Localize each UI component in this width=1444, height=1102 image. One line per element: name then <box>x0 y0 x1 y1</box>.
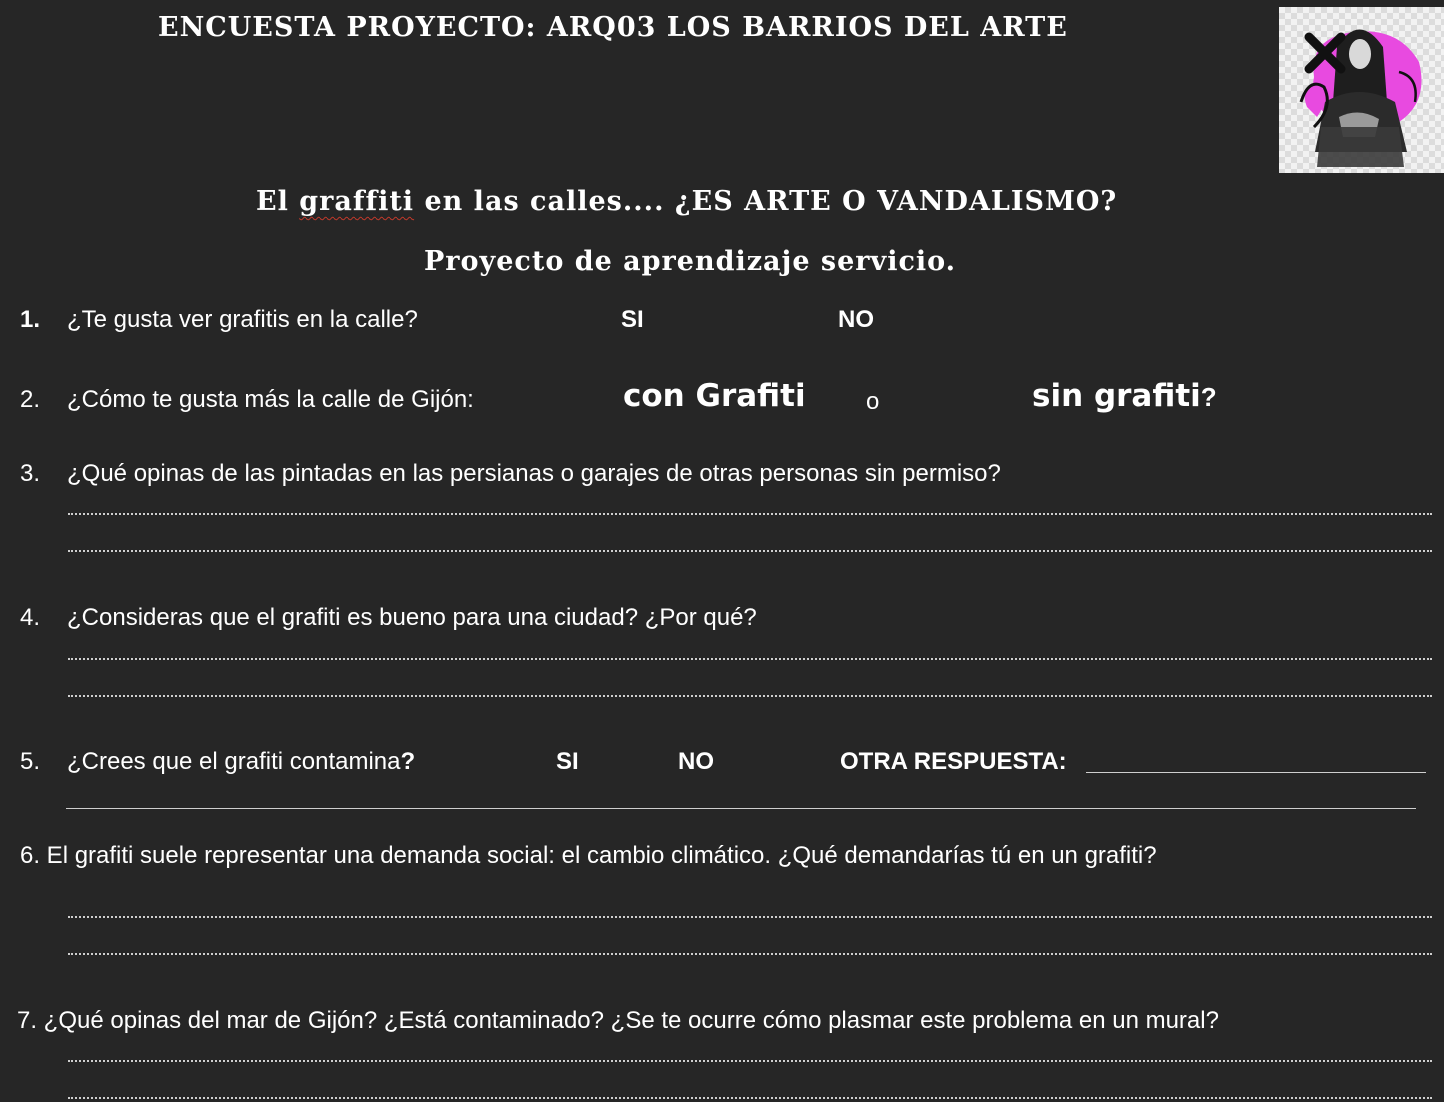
subtitle-prefix: El <box>256 186 300 217</box>
question-2-option-sin-grafiti[interactable] <box>1032 378 1217 414</box>
answer-line[interactable] <box>68 916 1432 918</box>
question-5-mark: ? <box>400 748 416 775</box>
question-5-option-si[interactable]: SI <box>556 748 579 775</box>
answer-line[interactable] <box>68 1097 1432 1099</box>
answer-line[interactable] <box>66 808 1416 809</box>
question-1-option-si[interactable]: SI <box>621 306 644 333</box>
answer-line[interactable] <box>68 695 1432 697</box>
question-5-option-other: OTRA RESPUESTA: <box>840 748 1067 775</box>
question-1-text: ¿Te gusta ver grafitis en la calle? <box>67 306 418 333</box>
question-6-text: 6. El grafiti suele representar una demanda social: el cambio climático. ¿Qué demandarías tú en un grafiti? <box>20 842 1157 869</box>
answer-line[interactable] <box>68 550 1432 552</box>
subtitle-suffix: en las calles.... ¿ES ARTE O VANDALISMO? <box>414 186 1118 217</box>
question-5-label: ¿Crees que el grafiti contamina <box>67 748 401 775</box>
question-2-option-b-mark: ? <box>1200 382 1217 412</box>
question-5-number: 5. <box>20 748 41 775</box>
question-5-option-no[interactable]: NO <box>678 748 714 775</box>
question-3-text: ¿Qué opinas de las pintadas en las persianas o garajes de otras personas sin permiso? <box>67 460 1001 487</box>
answer-line[interactable] <box>68 658 1432 660</box>
question-7-text: 7. ¿Qué opinas del mar de Gijón? ¿Está contaminado? ¿Se te ocurre cómo plasmar este problema en un mural? <box>17 1007 1219 1034</box>
mona-lisa-graffiti-collage-icon <box>1279 7 1444 173</box>
answer-line[interactable] <box>68 1060 1432 1062</box>
project-tagline: Proyecto de aprendizaje servicio. <box>424 246 957 277</box>
question-5-text <box>67 748 415 776</box>
artwork-svg <box>1279 7 1444 173</box>
question-2-option-con-grafiti[interactable]: con Grafiti <box>623 378 806 414</box>
question-2-number: 2. <box>20 386 41 413</box>
answer-line[interactable] <box>68 953 1432 955</box>
question-4-text: ¿Consideras que el grafiti es bueno para una ciudad? ¿Por qué? <box>67 604 757 631</box>
other-answer-line[interactable] <box>1086 772 1426 773</box>
survey-subtitle <box>256 186 1117 217</box>
subtitle-graffiti-word: graffiti <box>299 186 415 217</box>
question-1-number: 1. <box>20 306 41 333</box>
question-2-option-b-label: sin grafiti <box>1032 378 1201 414</box>
question-4-number: 4. <box>20 604 41 631</box>
answer-line[interactable] <box>68 513 1432 515</box>
question-2-or: o <box>866 388 880 415</box>
question-1-option-no[interactable]: NO <box>838 306 874 333</box>
page-title: ENCUESTA PROYECTO: ARQ03 LOS BARRIOS DEL ARTE <box>158 12 1068 43</box>
question-2-text: ¿Cómo te gusta más la calle de Gijón: <box>67 386 474 413</box>
question-3-number: 3. <box>20 460 41 487</box>
